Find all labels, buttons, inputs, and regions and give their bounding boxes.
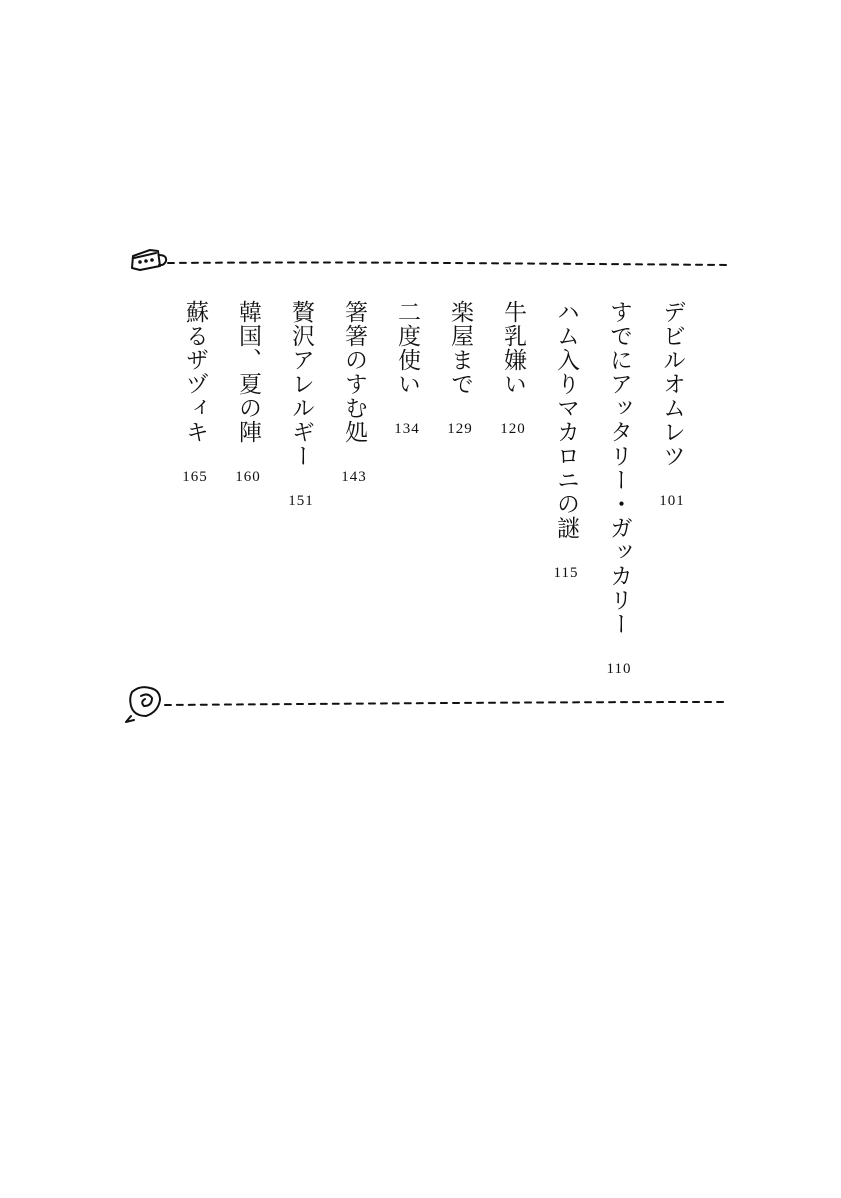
rose-icon (126, 687, 160, 722)
toc-entry-page: 165 (182, 469, 208, 485)
toc-entry-title: 韓国、夏の陣 (235, 300, 261, 444)
toc-entry-page: 134 (394, 421, 420, 437)
toc-entry[interactable] (339, 300, 369, 680)
toc-entry-title: すでにアッタリー・ガッカリー (606, 300, 632, 636)
toc-entry-page: 151 (288, 493, 314, 509)
toc-entry[interactable] (498, 300, 528, 680)
toc-entry[interactable] (233, 300, 263, 680)
toc-entry-title: 二度使い (394, 300, 420, 396)
toc-entry[interactable] (180, 300, 210, 680)
toc-entry[interactable] (392, 300, 422, 680)
toc-entry-title: ハム入りマカロニの謎 (553, 300, 579, 540)
toc-entry-page: 115 (553, 565, 579, 581)
bottom-dashed-line (165, 702, 728, 705)
table-of-contents (180, 300, 687, 680)
toc-entry[interactable] (551, 300, 581, 680)
toc-entry[interactable] (445, 300, 475, 680)
toc-entry[interactable] (286, 300, 316, 680)
top-dashed-line (168, 263, 730, 266)
toc-entry-page: 129 (447, 421, 473, 437)
teacup-icon (132, 250, 166, 270)
toc-entry-title: 贅沢アレルギー (288, 300, 314, 468)
toc-entry-page: 143 (341, 469, 367, 485)
toc-entry-title: 蘇るザヅィキ (182, 300, 208, 444)
toc-entry[interactable] (657, 300, 687, 680)
toc-entry-title: 箸箸のすむ処 (341, 300, 367, 444)
toc-entry-page: 110 (606, 661, 632, 677)
toc-entry-page: 120 (500, 421, 526, 437)
toc-entry-page: 160 (235, 469, 261, 485)
toc-entry-title: 牛乳嫌い (500, 300, 526, 396)
toc-entry-title: デビルオムレツ (659, 300, 685, 468)
toc-entry-title: 楽屋まで (447, 300, 473, 396)
toc-entry-page: 101 (659, 493, 685, 509)
toc-entry[interactable] (604, 300, 634, 680)
